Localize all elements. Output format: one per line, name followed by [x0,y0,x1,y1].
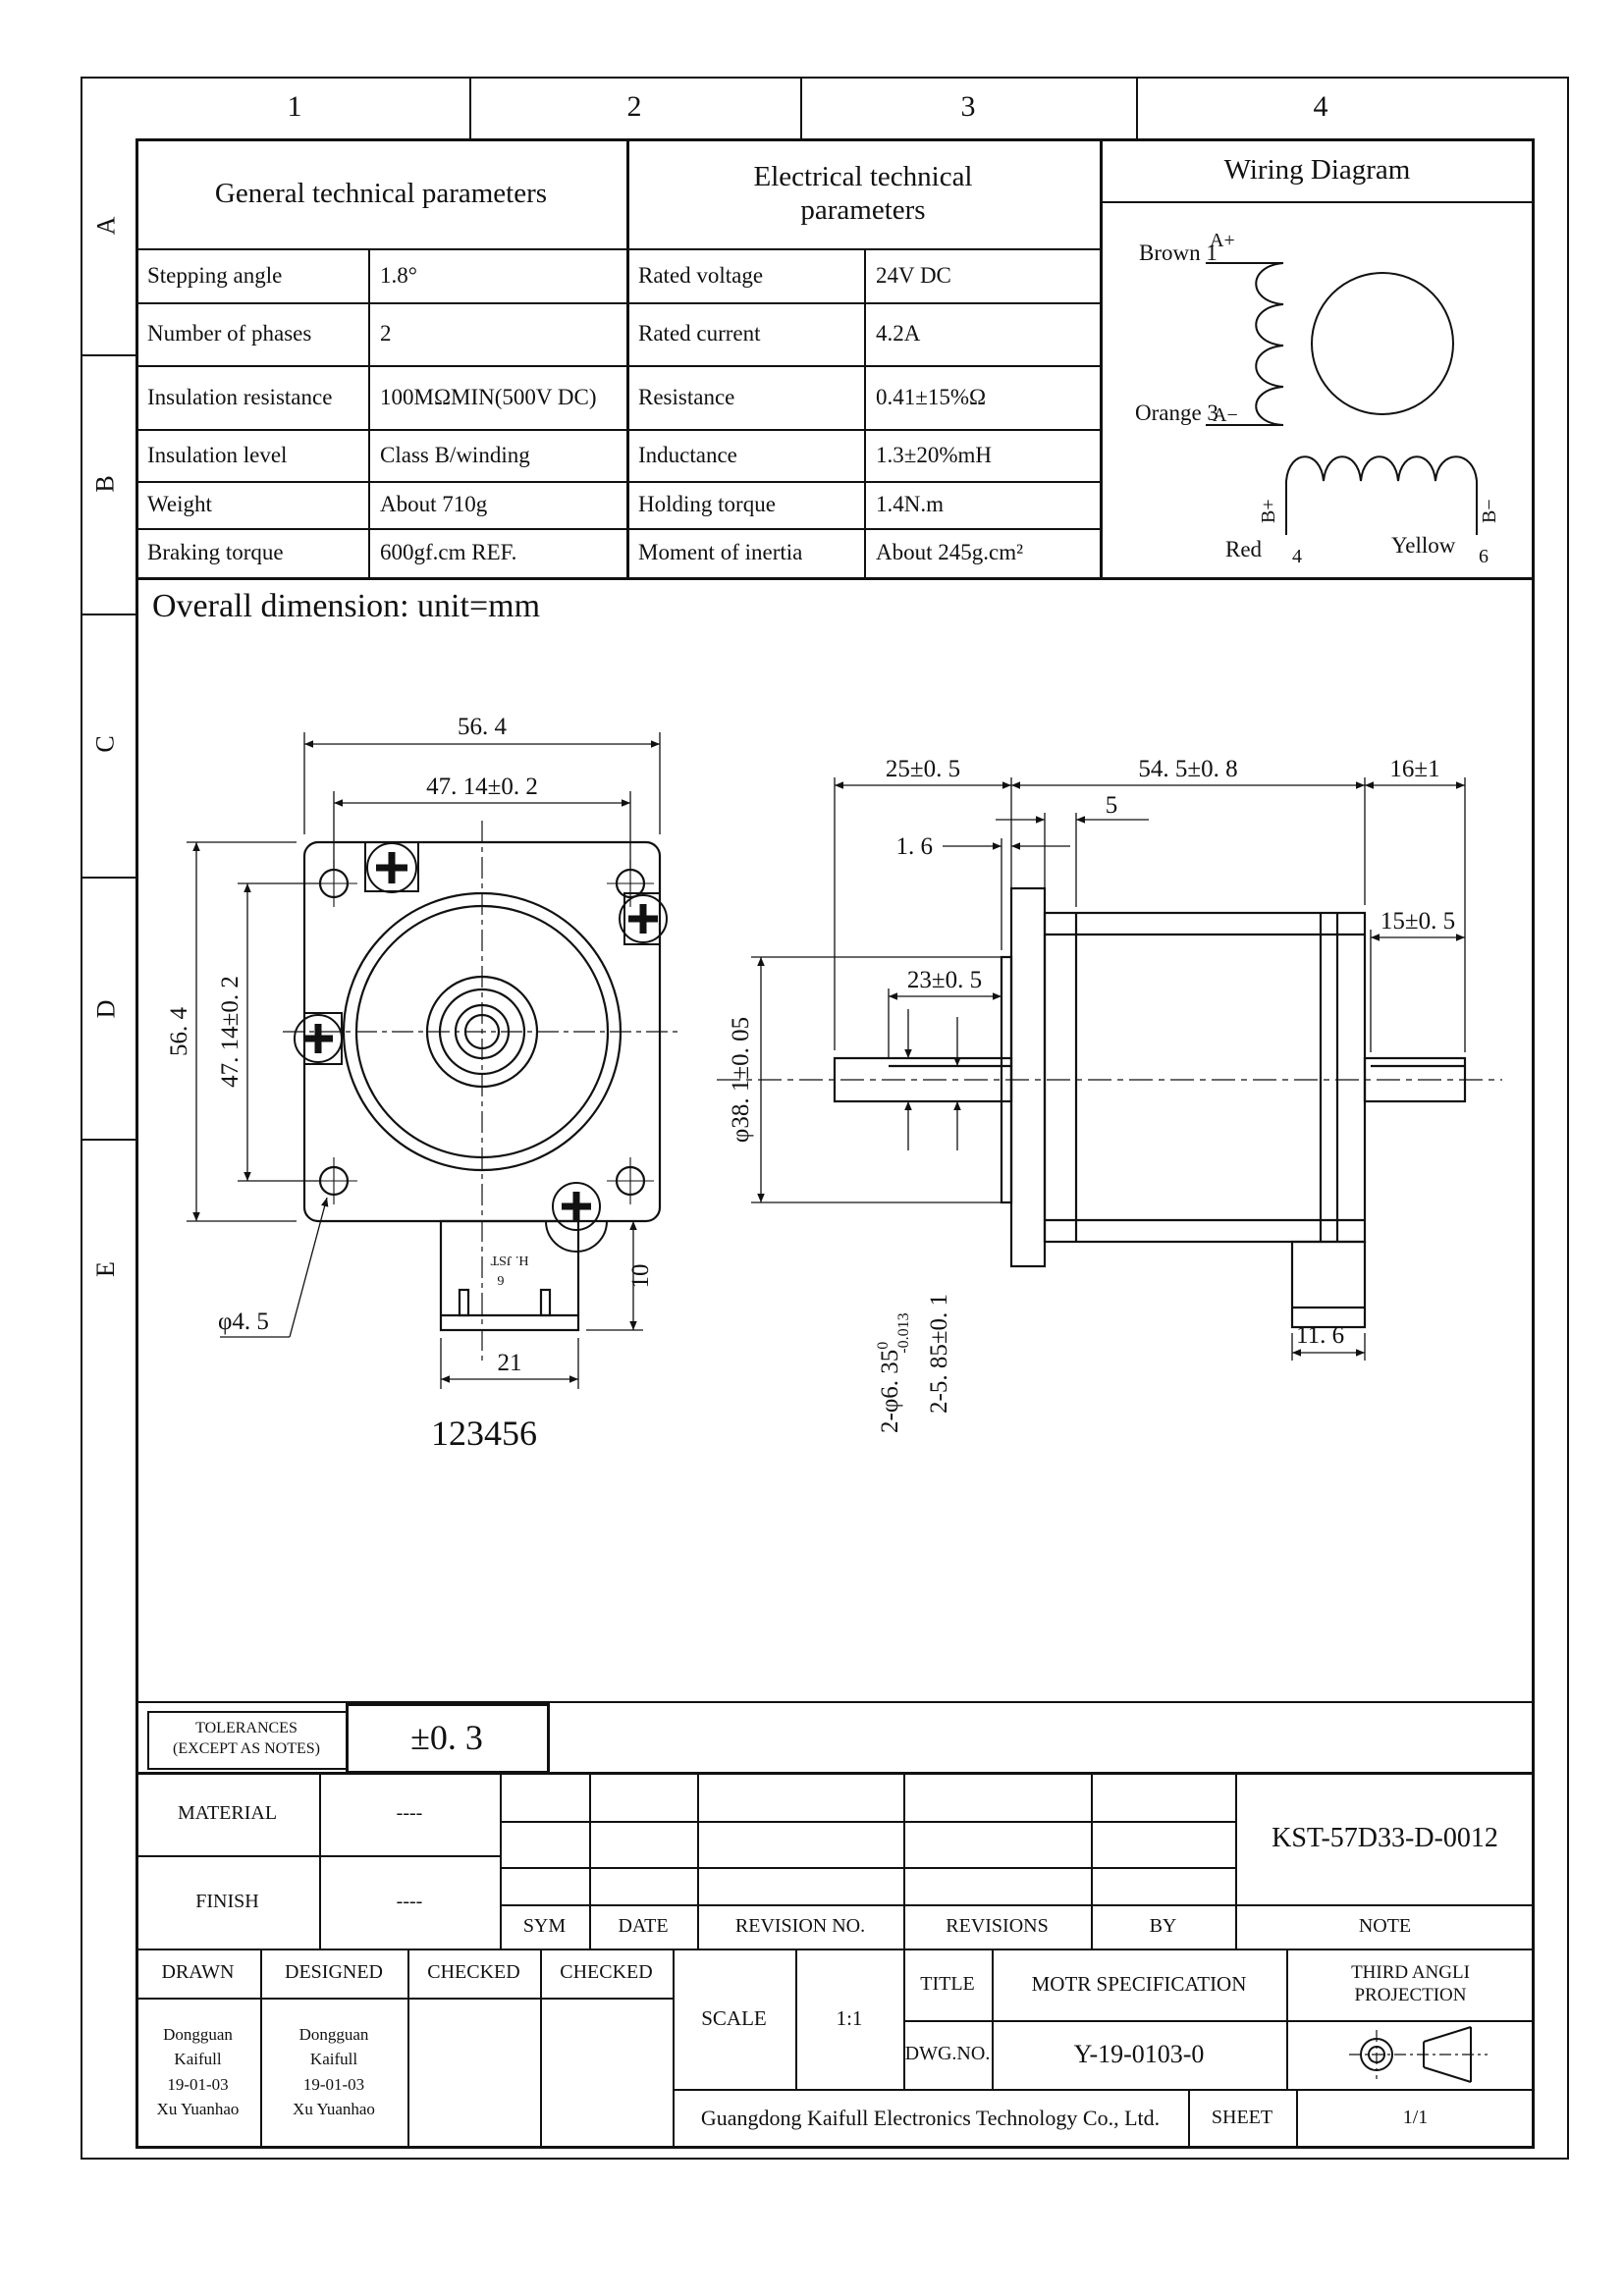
lead-label-yellow: Yellow [1391,533,1456,558]
by-header: BY [1149,1914,1177,1937]
side-view [717,756,1502,1433]
lead-number-4: 4 [1292,546,1302,567]
dim-front-hole-pitch-w: 47. 14±0. 2 [426,774,538,800]
param-value: 600gf.cm REF. [380,540,517,565]
designed-header: DESIGNED [285,1961,383,1984]
material-value: ---- [396,1801,423,1824]
param-value: 0.41±15%Ω [876,384,987,409]
dim-plate-thickness: 5 [1105,792,1118,819]
dim-rear-length: 16±1 [1389,756,1440,782]
param-value: About 710g [380,492,488,517]
screw-bump [546,1221,607,1252]
coil-phase-b [1286,456,1477,535]
param-value: 100MΩMIN(500V DC) [380,384,597,409]
param-label: Inductance [638,442,737,467]
scale-label: SCALE [701,2006,767,2031]
param-label: Rated current [638,321,761,347]
lead-label-red: Red [1225,537,1263,561]
revisions-header: REVISIONS [946,1914,1049,1937]
connector-marking-2: 6 [497,1272,505,1287]
dimension-heading: Overall dimension: unit=mm [152,588,541,624]
param-value: 2 [380,321,392,347]
electrical-table-title: Electrical technical parameters [753,160,973,226]
zone-col-3: 3 [960,90,976,123]
dim-pilot-diameter: φ38. 1±0. 05 [728,1016,754,1144]
param-value: 1.3±20%mH [876,442,993,467]
zone-col-4: 4 [1313,90,1328,123]
part-number-label: 123456 [431,1414,537,1453]
tolerance-label: TOLERANCES (EXCEPT AS NOTES) [173,1720,320,1757]
param-value: Class B/winding [380,442,530,467]
dim-hole-diameter: φ4. 5 [218,1308,269,1335]
finish-label: FINISH [195,1890,259,1912]
note-header: NOTE [1358,1914,1412,1937]
grid-line [500,1821,1235,1823]
lead-label-orange: Orange 3 [1135,400,1218,425]
param-value: 24V DC [876,262,951,288]
param-label: Weight [147,492,212,517]
param-label: Rated voltage [638,262,764,288]
sym-header: SYM [522,1914,567,1937]
lead-label-brown: Brown 1 [1139,240,1218,265]
param-label: Holding torque [638,492,776,517]
dim-side-connector-width: 11. 6 [1296,1322,1345,1349]
param-value: 4.2A [876,321,921,347]
zone-tick [81,614,135,615]
zone-row-b: B [91,475,120,493]
terminal-b-minus: B− [1479,499,1500,523]
date-header: DATE [618,1914,669,1937]
terminal-a-minus: A− [1213,404,1238,426]
grid-line [500,1867,1235,1869]
coil-phase-a [1256,263,1283,425]
title-value: MOTR SPECIFICATION [1031,1972,1247,1997]
projection-symbol-icon [1286,2020,1535,2089]
param-label: Number of phases [147,321,312,347]
dim-connector-width: 21 [497,1350,522,1376]
part-code: KST-57D33-D-0012 [1272,1822,1498,1853]
scale-value: 1:1 [836,2006,863,2031]
company-name: Guangdong Kaifull Electronics Technology Co., Ltd. [700,2106,1161,2131]
wiring-diagram-title: Wiring Diagram [1223,153,1411,186]
terminal-a-plus: A+ [1210,230,1235,251]
dim-boss-thickness: 1. 6 [895,833,933,860]
terminal-b-plus: B+ [1258,499,1279,523]
drawn-header: DRAWN [161,1961,235,1984]
zone-col-1: 1 [287,90,302,123]
param-value: About 245g.cm² [876,540,1023,565]
zone-tick [81,1139,135,1141]
title-label: TITLE [920,1972,975,1995]
dim-front-hole-pitch-h: 47. 14±0. 2 [217,976,244,1088]
lead-number-6: 6 [1479,546,1489,567]
zone-tick [81,877,135,879]
dim-front-width: 56. 4 [458,714,507,740]
connector-tab [441,1221,578,1330]
zone-tick [800,79,802,138]
tolerance-value: ±0. 3 [410,1717,483,1757]
revision-no-header: REVISION NO. [734,1914,866,1937]
drawn-info: Dongguan Kaifull 19-01-03 Xu Yuanhao [156,2024,240,2118]
zone-row-d: D [91,999,120,1019]
dwg-no-value: Y-19-0103-0 [1073,2039,1205,2068]
param-label: Braking torque [147,540,284,565]
zone-col-2: 2 [626,90,642,123]
zone-tick [1136,79,1138,138]
front-view [166,714,681,1453]
connector-marking: H. JST [490,1253,529,1267]
param-label: Resistance [638,384,735,409]
zone-tick [81,354,135,356]
zone-row-e: E [90,1261,120,1277]
param-value: 1.4N.m [876,492,944,517]
param-value: 1.8° [380,262,417,288]
zone-row-a: A [91,216,120,236]
param-label: Stepping angle [147,262,283,288]
motor-circle [1312,273,1453,414]
side-connector [1292,1242,1365,1327]
sheet-label: SHEET [1211,2107,1273,2129]
dim-rear-flat: 15±0. 5 [1380,908,1456,934]
dim-front-height: 56. 4 [166,1007,192,1056]
motor-body [1045,913,1365,1242]
dim-shaft-length: 25±0. 5 [885,756,961,782]
designed-info: Dongguan Kaifull 19-01-03 Xu Yuanhao [293,2024,375,2118]
flange-plate [1011,888,1045,1266]
dwg-no-label: DWG.NO. [904,2043,991,2065]
dim-shaft-diameter: 2-φ6. $35^0$ -0.013 [875,1312,912,1433]
param-label: Insulation resistance [147,384,333,409]
dim-flat-length: 23±0. 5 [906,967,983,993]
general-table-title: General technical parameters [214,177,548,209]
projection-label: THIRD ANGLI PROJECTION [1351,1962,1470,2005]
wiring-diagram [1100,201,1535,577]
material-label: MATERIAL [177,1801,278,1824]
checked-header: CHECKED [427,1961,520,1984]
dimension-drawings [135,577,1535,1701]
dim-body-length: 54. 5±0. 8 [1138,756,1238,782]
sheet-value: 1/1 [1402,2107,1429,2129]
dim-connector-height: 10 [627,1263,654,1289]
dim-shaft-flat: 2-5. 85±0. 1 [926,1293,952,1414]
param-label: Moment of inertia [638,540,803,565]
zone-row-c: C [91,735,120,753]
checked-header-2: CHECKED [560,1961,653,1984]
zone-tick [469,79,471,138]
param-label: Insulation level [147,442,288,467]
finish-value: ---- [396,1890,423,1912]
